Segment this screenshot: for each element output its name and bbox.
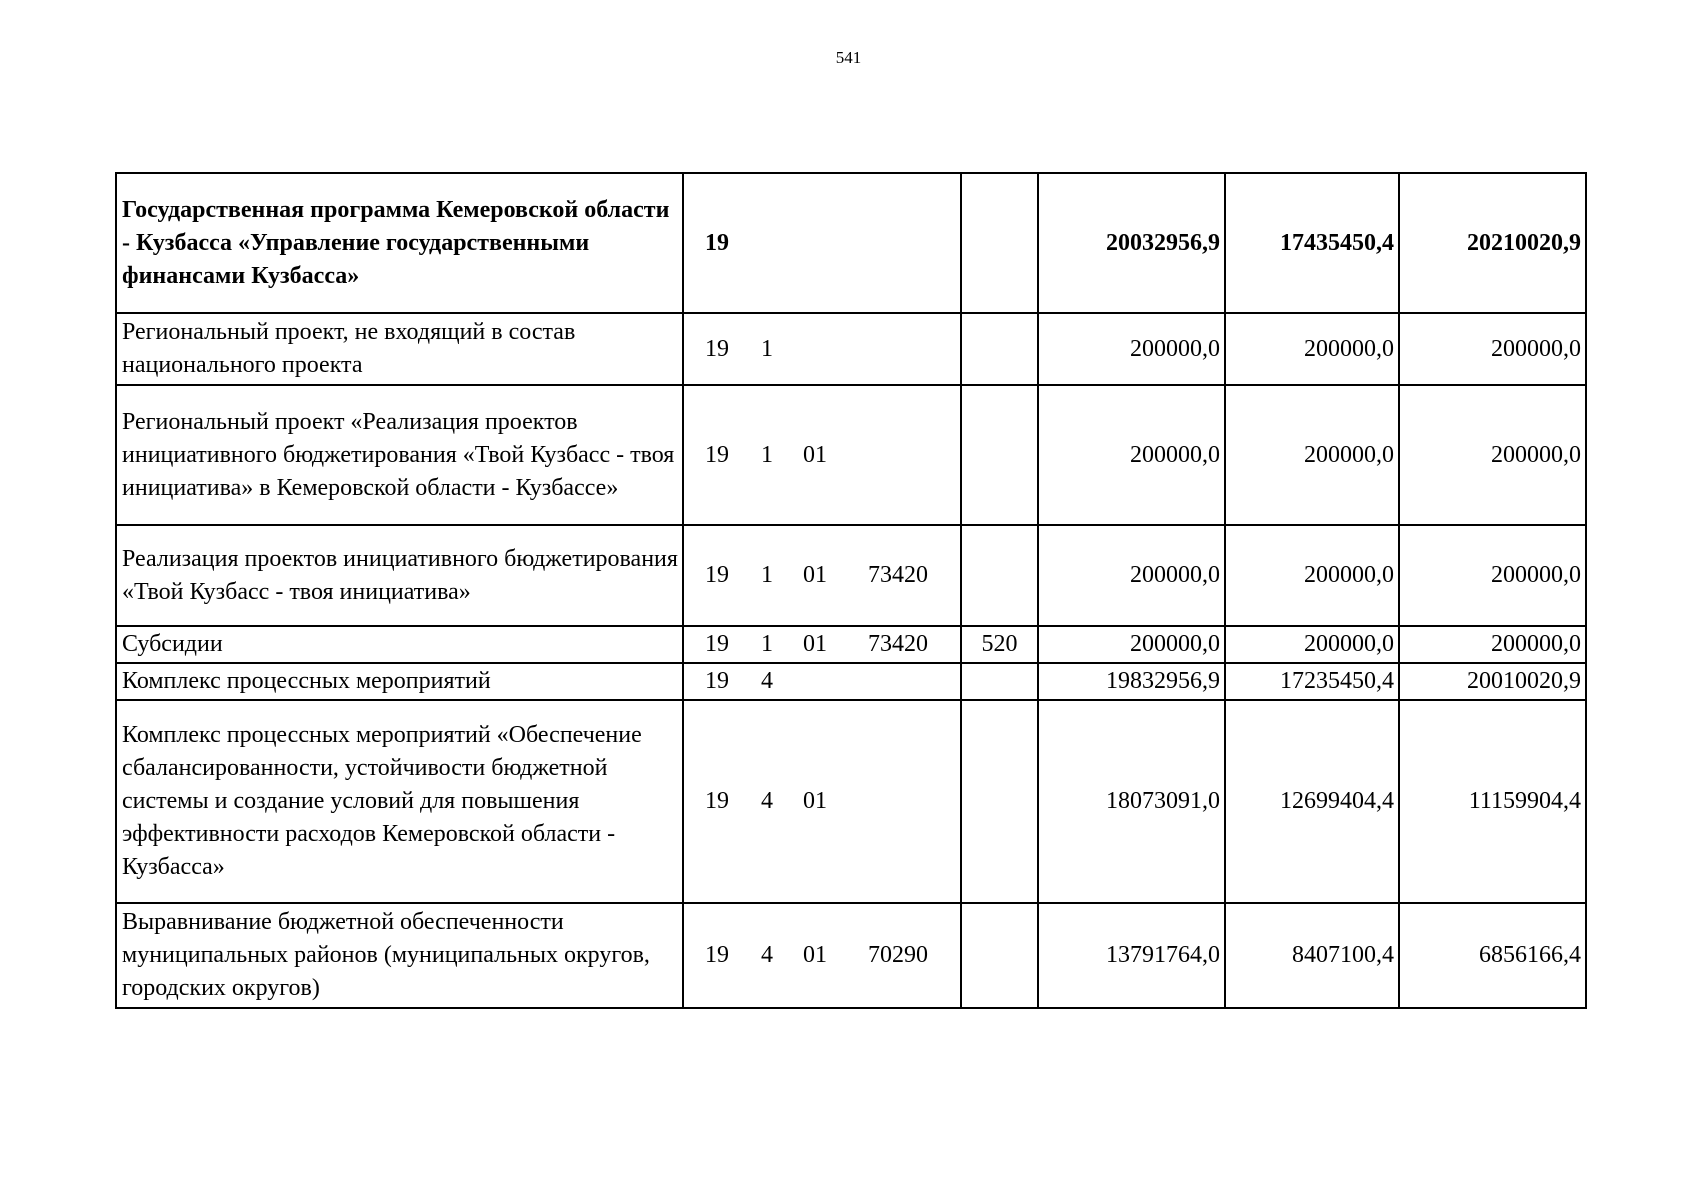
table-row <box>116 525 1586 626</box>
row-expense-type <box>961 313 1038 385</box>
row-amount-1: 200000,0 <box>1038 525 1225 626</box>
row-amount-1: 200000,0 <box>1038 313 1225 385</box>
row-code-1: 19 <box>705 562 729 588</box>
page-number: 541 <box>835 48 862 67</box>
row-amount-2: 200000,0 <box>1225 385 1399 525</box>
table-row <box>116 626 1586 663</box>
row-amount-1: 18073091,0 <box>1038 700 1225 903</box>
row-code-2: 1 <box>761 441 773 468</box>
row-codes <box>683 663 961 700</box>
row-amount-1: 20032956,9 <box>1038 173 1225 313</box>
row-codes <box>683 525 961 626</box>
row-amount-3: 200000,0 <box>1399 385 1586 525</box>
table-row <box>116 385 1586 525</box>
row-name: Комплекс процессных мероприятий «Обеспечение сбалансированности, устойчивости бюджетной системы и создание условий для повышения эффективности расходов Кемеровской области - Кузбасса» <box>116 700 683 903</box>
row-code-2: 4 <box>761 942 773 968</box>
budget-table-body <box>116 173 1586 1008</box>
row-name: Региональный проект, не входящий в состав национального проекта <box>116 313 683 385</box>
row-code-3: 01 <box>803 942 827 968</box>
row-amount-3: 20010020,9 <box>1399 663 1586 700</box>
row-code-4: 73420 <box>868 631 928 657</box>
table-row <box>116 700 1586 903</box>
row-amount-2: 8407100,4 <box>1225 903 1399 1008</box>
row-code-1: 19 <box>705 441 729 468</box>
row-amount-1: 200000,0 <box>1038 385 1225 525</box>
row-amount-1: 13791764,0 <box>1038 903 1225 1008</box>
row-codes <box>683 700 961 903</box>
row-code-2: 1 <box>761 335 773 362</box>
budget-table <box>115 172 1587 1009</box>
row-name: Реализация проектов инициативного бюджетирования «Твой Кузбасс - твоя инициатива» <box>116 525 683 626</box>
row-code-2: 1 <box>761 562 773 588</box>
row-expense-type <box>961 903 1038 1008</box>
row-amount-2: 17435450,4 <box>1225 173 1399 313</box>
row-codes <box>683 313 961 385</box>
row-name: Региональный проект «Реализация проектов инициативного бюджетирования «Твой Кузбасс - твоя инициатива» в Кемеровской области - Кузбассе» <box>116 385 683 525</box>
row-amount-1: 19832956,9 <box>1038 663 1225 700</box>
row-amount-2: 12699404,4 <box>1225 700 1399 903</box>
row-amount-3: 200000,0 <box>1399 313 1586 385</box>
table-row <box>116 903 1586 1008</box>
row-code-2: 4 <box>761 788 773 814</box>
row-name: Комплекс процессных мероприятий <box>116 663 683 700</box>
row-amount-2: 200000,0 <box>1225 525 1399 626</box>
row-code-2: 1 <box>761 631 773 657</box>
row-code-1: 19 <box>705 229 729 256</box>
table-row <box>116 173 1586 313</box>
row-amount-3: 20210020,9 <box>1399 173 1586 313</box>
row-expense-type <box>961 700 1038 903</box>
row-code-1: 19 <box>705 335 729 362</box>
row-expense-type <box>961 525 1038 626</box>
row-codes <box>683 903 961 1008</box>
row-amount-3: 200000,0 <box>1399 626 1586 663</box>
row-codes <box>683 626 961 663</box>
row-codes <box>683 173 961 313</box>
row-expense-type <box>961 663 1038 700</box>
row-codes <box>683 385 961 525</box>
row-code-3: 01 <box>803 562 827 588</box>
row-code-4: 70290 <box>868 942 928 968</box>
row-amount-2: 200000,0 <box>1225 313 1399 385</box>
row-code-3: 01 <box>803 441 827 468</box>
row-name: Субсидии <box>116 626 683 663</box>
row-code-1: 19 <box>705 631 729 657</box>
row-code-2: 4 <box>761 668 773 694</box>
row-name: Выравнивание бюджетной обеспеченности муниципальных районов (муниципальных округов, городских округов) <box>116 903 683 1008</box>
row-amount-2: 200000,0 <box>1225 626 1399 663</box>
row-amount-3: 6856166,4 <box>1399 903 1586 1008</box>
row-code-1: 19 <box>705 668 729 694</box>
row-code-4: 73420 <box>868 562 928 588</box>
row-name: Государственная программа Кемеровской области - Кузбасса «Управление государственными финансами Кузбасса» <box>116 173 683 313</box>
row-amount-3: 200000,0 <box>1399 525 1586 626</box>
row-expense-type <box>961 173 1038 313</box>
row-code-1: 19 <box>705 942 729 968</box>
row-amount-3: 11159904,4 <box>1399 700 1586 903</box>
row-amount-1: 200000,0 <box>1038 626 1225 663</box>
row-code-3: 01 <box>803 631 827 657</box>
row-expense-type <box>961 385 1038 525</box>
row-code-3: 01 <box>803 788 827 814</box>
row-code-1: 19 <box>705 788 729 814</box>
row-amount-2: 17235450,4 <box>1225 663 1399 700</box>
table-row <box>116 313 1586 385</box>
row-expense-type: 520 <box>961 626 1038 663</box>
table-row <box>116 663 1586 700</box>
